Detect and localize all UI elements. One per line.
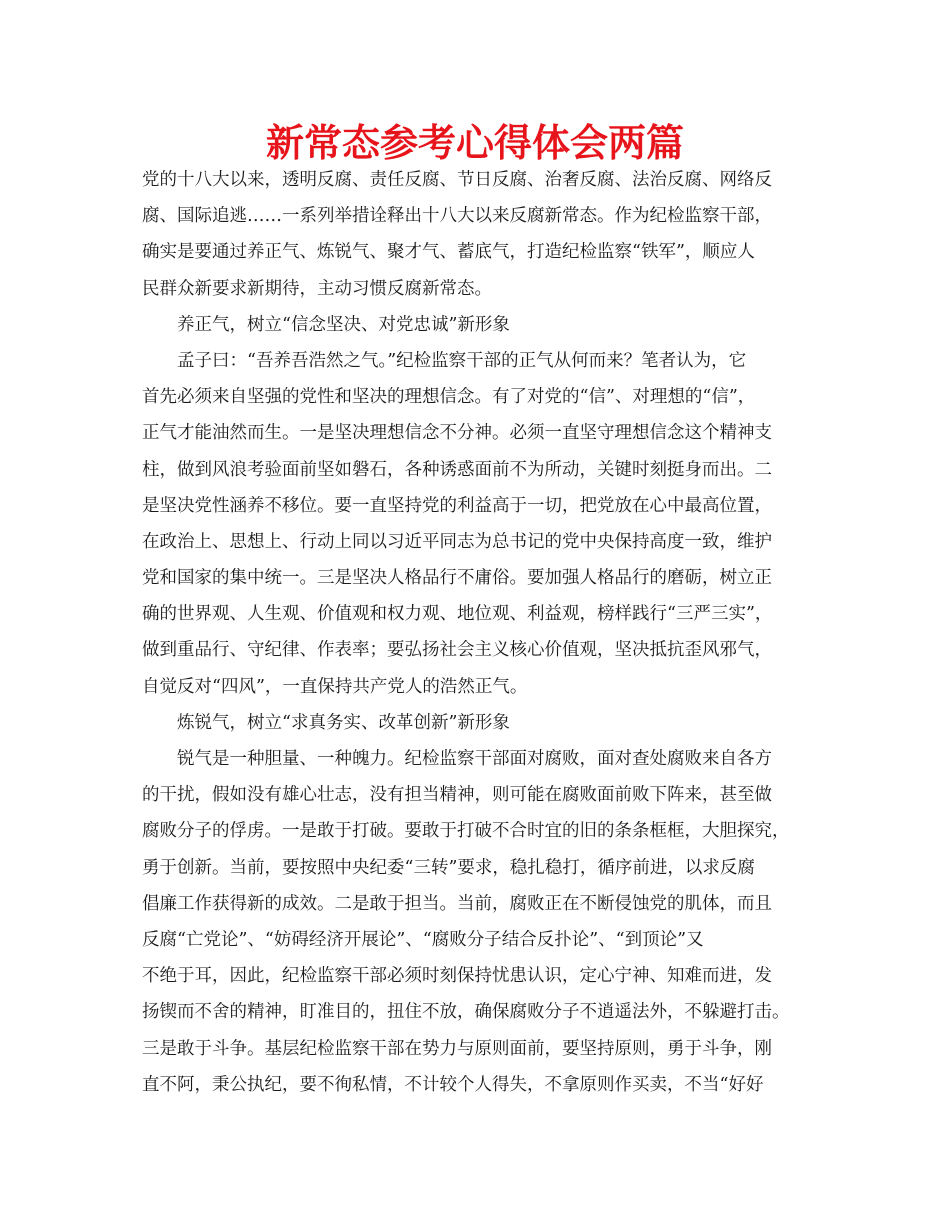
paragraph-first-line: 养正气，树立“信念坚决、对党忠诚”新形象 [177,314,510,335]
text-line: 自觉反对“四风”，一直保持共产党人的浩然正气。 [142,676,528,697]
paragraph-first-line: 炼锐气，树立“求真务实、改革创新”新形象 [177,712,510,733]
paragraph-first-line: 孟子曰：“吾养吾浩然之气。”纪检监察干部的正气从何而来？笔者认为，它 [177,350,747,371]
text-line: 确实是要通过养正气、炼锐气、聚才气、蓄底气，打造纪检监察“铁军”，顺应人 [142,242,755,263]
text-line: 首先必须来自坚强的党性和坚决的理想信念。有了对党的“信”、对理想的“信”， [142,387,756,408]
text-line: 党和国家的集中统一。三是坚决人格品行不庸俗。要加强人格品行的磨砺，树立正 [142,568,772,589]
text-line: 确的世界观、人生观、价值观和权力观、地位观、利益观，榜样践行“三严三实”， [142,604,773,625]
text-line: 勇于创新。当前，要按照中央纪委“三转”要求，稳扎稳打，循序前进，以求反腐 [142,857,755,878]
text-line: 三是敢于斗争。基层纪检监察干部在势力与原则面前，要坚持原则，勇于斗争，刚 [142,1038,772,1059]
text-line: 反腐“亡党论”、“妨碍经济开展论”、“腐败分子结合反扑论”、“到顶论”又 [142,929,704,950]
text-line: 在政治上、思想上、行动上同以习近平同志为总书记的党中央保持高度一致，维护 [142,531,772,552]
document-title: 新常态参考心得体会两篇 [265,121,684,165]
text-line: 是坚决党性涵养不移位。要一直坚持党的利益高于一切，把党放在心中最高位置， [142,495,772,516]
text-line: 腐、国际追逃……一系列举措诠释出十八大以来反腐新常态。作为纪检监察干部， [142,206,772,227]
paragraph-first-line: 锐气是一种胆量、一种魄力。纪检监察干部面对腐败，面对查处腐败来自各方 [177,749,772,769]
text-line: 腐败分子的俘虏。一是敢于打破。要敢于打破不合时宜的旧的条条框框，大胆探究， [142,821,790,842]
text-line: 的干扰，假如没有雄心壮志，没有担当精神，则可能在腐败面前败下阵来，甚至做 [142,785,772,806]
text-line: 民群众新要求新期待，主动习惯反腐新常态。 [142,278,492,299]
text-line: 正气才能油然而生。一是坚决理想信念不分神。必须一直坚守理想信念这个精神支 [142,423,772,444]
text-line: 做到重品行、守纪律、作表率；要弘扬社会主义核心价值观，坚决抵抗歪风邪气， [142,640,772,661]
text-line: 党的十八大以来，透明反腐、责任反腐、节日反腐、治奢反腐、法治反腐、网络反 [142,170,772,190]
text-line: 不绝于耳，因此，纪检监察干部必须时刻保持忧患认识，定心宁神、知难而进，发 [142,966,772,987]
document-body [142,162,832,1103]
text-line: 倡廉工作获得新的成效。二是敢于担当。当前，腐败正在不断侵蚀党的肌体，而且 [142,893,772,914]
text-line: 柱，做到风浪考验面前坚如磐石，各种诱惑面前不为所动，关键时刻挺身而出。二 [142,459,772,480]
text-line: 直不阿，秉公执纪，要不徇私情，不计较个人得失，不拿原则作买卖，不当“好好 [142,1074,764,1095]
text-line: 扬锲而不舍的精神，盯准目的，扭住不放，确保腐败分子不逍遥法外，不躲避打击。 [142,1002,790,1023]
